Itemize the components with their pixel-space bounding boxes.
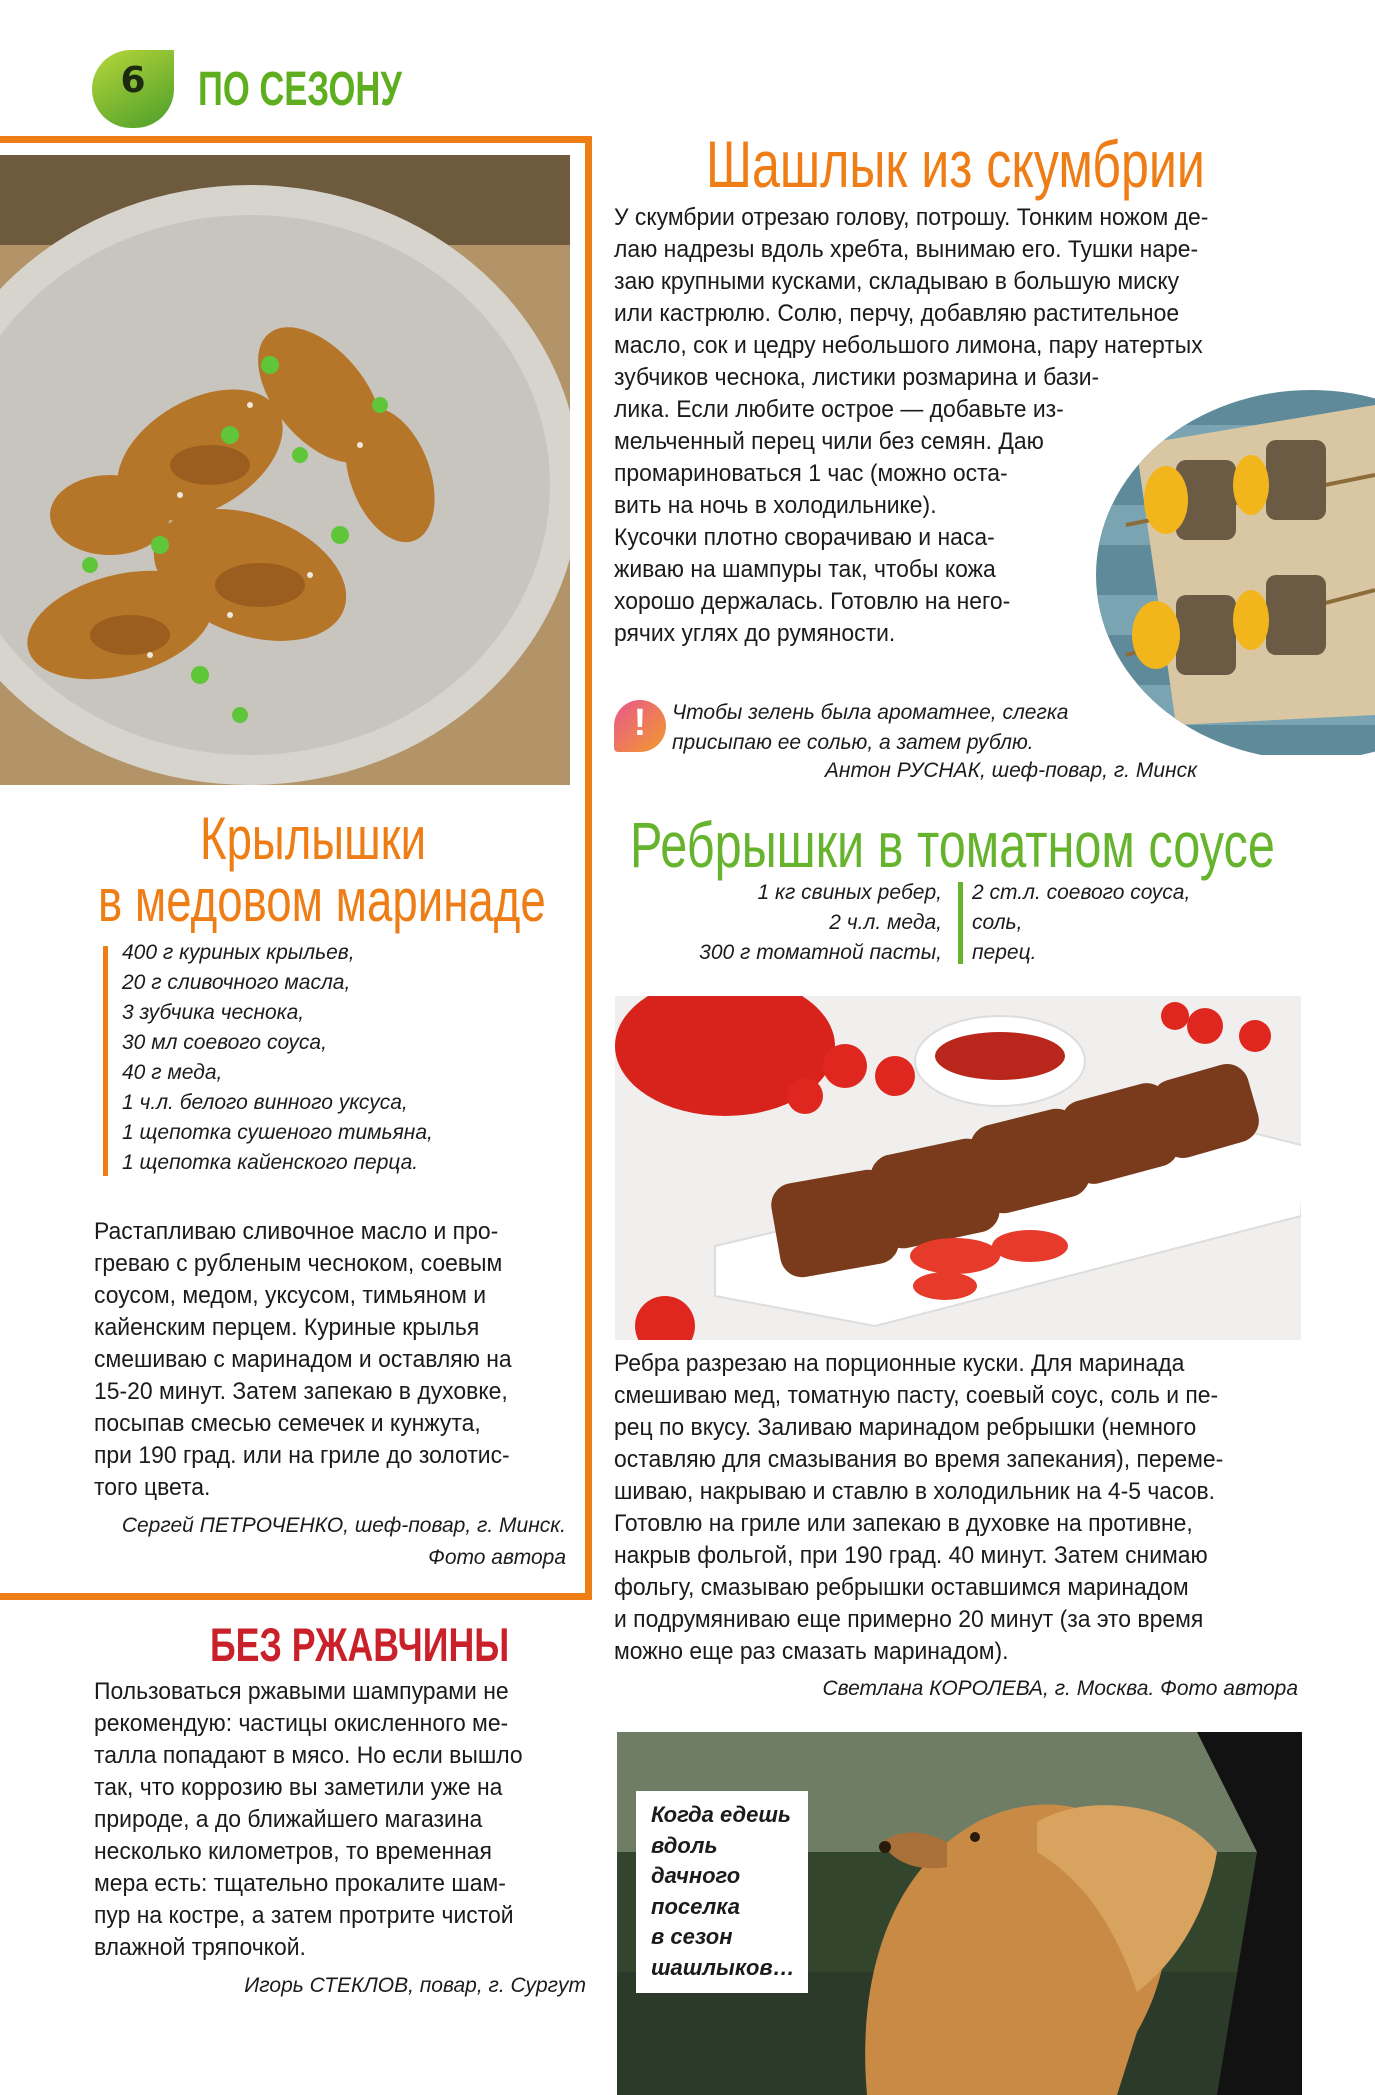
text-line: оставляю для смазывания во время запекания), переме- — [614, 1446, 1224, 1473]
text-line: промариноваться 1 час (можно оста- — [614, 460, 1008, 487]
text-line: Растапливаю сливочное масло и про- — [94, 1218, 499, 1245]
text-line: заю крупными кусками, складываю в большую миску — [614, 268, 1180, 295]
ingredients-bar — [958, 882, 963, 964]
chicken-wings-photo — [0, 155, 570, 785]
text-line: смешиваю мед, томатную пасту, соевый соус, соль и пе- — [614, 1382, 1219, 1409]
text-line: хорошо держалась. Готовлю на него- — [614, 588, 1011, 615]
text-line: того цвета. — [94, 1474, 211, 1501]
text-line: Ребра разрезаю на порционные куски. Для маринада — [614, 1350, 1185, 1377]
text-line: Готовлю на гриле или запекаю в духовке на противне, — [614, 1510, 1193, 1537]
ingredient: 3 зубчика чеснока, — [122, 1001, 305, 1024]
ribs-ingredients-left — [620, 878, 942, 968]
dog-caption — [651, 1800, 795, 1983]
ribs-ingredients-right — [972, 878, 1190, 968]
text-line: влажной тряпочкой. — [94, 1934, 306, 1961]
text-line: мера есть: тщательно прокалите шам- — [94, 1870, 506, 1897]
frame-bottom-border — [0, 1593, 592, 1600]
caption-line: шашлыков… — [651, 1954, 795, 1980]
ingredient: 30 мл соевого соуса, — [122, 1031, 327, 1054]
text-line: живаю на шампуры так, чтобы кожа — [614, 556, 996, 583]
ingredient: перец. — [972, 941, 1037, 964]
ingredient: 1 щепотка кайенского перца. — [122, 1151, 419, 1174]
text-line: мельченный перец чили без семян. Даю — [614, 428, 1044, 455]
text-line: Пользоваться ржавыми шампурами не — [94, 1678, 509, 1705]
caption-line: вдоль — [651, 1832, 718, 1858]
caption-line: дачного — [651, 1863, 741, 1888]
wings-photo-credit: Фото автора — [428, 1546, 566, 1569]
ingredient: 40 г меда, — [122, 1061, 223, 1084]
text-line: смешиваю с маринадом и оставляю на — [94, 1346, 512, 1373]
wings-recipe-title-line2: в медовом маринаде — [98, 867, 546, 934]
frame-right-border — [585, 136, 592, 1600]
rust-tip-title: БЕЗ РЖАВЧИНЫ — [210, 1618, 510, 1671]
text-line: посыпав смесью семечек и кунжута, — [94, 1410, 481, 1437]
text-line: масло, сок и цедру небольшого лимона, пару натертых — [614, 332, 1203, 359]
ribs-recipe-title: Ребрышки в томатном соусе — [630, 809, 1275, 881]
text-line: фольгу, смазываю ребрышки оставшимся маринадом — [614, 1574, 1189, 1601]
tip-line: Чтобы зелень была ароматнее, слегка — [672, 701, 1069, 724]
ingredient: соль, — [972, 911, 1023, 934]
text-line: рячих углях до румяности. — [614, 620, 896, 647]
mackerel-recipe-title: Шашлык из скумбрии — [706, 127, 1205, 201]
wings-body — [94, 1216, 531, 1504]
ribs-author: Светлана КОРОЛЕВА, г. Москва. Фото автора — [822, 1677, 1298, 1700]
ribs-photo — [615, 996, 1301, 1340]
ingredient: 2 ст.л. соевого соуса, — [972, 881, 1191, 904]
ingredient: 1 ч.л. белого винного уксуса, — [122, 1091, 408, 1114]
text-line: Кусочки плотно сворачиваю и наса- — [614, 524, 995, 551]
page-number: 6 — [120, 60, 146, 101]
text-line: и подрумяниваю еще примерно 20 минут (за это время — [614, 1606, 1204, 1633]
text-line: можно еще раз смазать маринадом). — [614, 1638, 1009, 1665]
caption-line: поселка — [651, 1893, 740, 1919]
section-title: ПО СЕЗОНУ — [198, 63, 402, 116]
text-line: лаю надрезы вдоль хребта, вынимаю его. Тушки наре- — [614, 236, 1199, 263]
text-line: пур на костре, а затем протрите чистой — [94, 1902, 514, 1929]
mackerel-skewers-photo — [1096, 385, 1375, 755]
text-line: природе, а до ближайшего магазина — [94, 1806, 483, 1833]
text-line: при 190 град. или на гриле до золотис- — [94, 1442, 510, 1469]
text-line: рец по вкусу. Заливаю маринадом ребрышки (немного — [614, 1414, 1197, 1441]
wings-author: Сергей ПЕТРОЧЕНКО, шеф-повар, г. Минск. — [121, 1514, 566, 1537]
text-line: кайенским перцем. Куриные крылья — [94, 1314, 480, 1341]
ingredient: 300 г томатной пасты, — [699, 941, 942, 964]
wings-ingredients — [122, 938, 433, 1178]
frame-top-border — [0, 136, 592, 143]
mackerel-author: Антон РУСНАК, шеф-повар, г. Минск — [824, 759, 1197, 782]
ingredients-bar — [103, 946, 108, 1176]
caption-line: Когда едешь — [651, 1802, 791, 1827]
text-line: У скумбрии отрезаю голову, потрошу. Тонким ножом де- — [614, 204, 1209, 231]
rust-body — [94, 1676, 543, 1964]
text-line: накрыв фольгой, при 190 град. 40 минут. Затем снимаю — [614, 1542, 1208, 1569]
ingredient: 400 г куриных крыльев, — [122, 941, 355, 964]
exclamation-glyph: ! — [633, 702, 647, 744]
rust-author: Игорь СТЕКЛОВ, повар, г. Сургут — [244, 1974, 586, 1997]
text-line: вить на ночь в холодильнике). — [614, 492, 937, 519]
text-line: талла попадают в мясо. Но если вышло — [94, 1742, 523, 1769]
ingredient: 20 г сливочного масла, — [122, 971, 351, 994]
ingredient: 1 щепотка сушеного тимьяна, — [122, 1121, 433, 1144]
text-line: рекомендую: частицы окисленного ме- — [94, 1710, 509, 1737]
text-line: или кастрюлю. Солю, перчу, добавляю растительное — [614, 300, 1180, 327]
text-line: несколько километров, то временная — [94, 1838, 492, 1865]
text-line: греваю с рубленым чесноком, соевым — [94, 1250, 503, 1277]
ribs-body — [614, 1348, 1252, 1668]
text-line: так, что коррозию вы заметили уже на — [94, 1774, 503, 1801]
wings-recipe-title-line1: Крылышки — [200, 805, 427, 872]
text-line: 15-20 минут. Затем запекаю в духовке, — [94, 1378, 508, 1405]
text-line: шиваю, накрываю и ставлю в холодильник на 4-5 часов. — [614, 1478, 1216, 1505]
text-line: соусом, медом, уксусом, тимьяном и — [94, 1282, 487, 1309]
ingredient: 1 кг свиных ребер, — [757, 881, 942, 904]
text-line: лика. Если любите острое — добавьте из- — [614, 396, 1064, 423]
text-line: зубчиков чеснока, листики розмарина и бази- — [614, 364, 1100, 391]
caption-line: в сезон — [651, 1924, 733, 1949]
ingredient: 2 ч.л. меда, — [829, 911, 942, 934]
tip-line: присыпаю ее солью, а затем рублю. — [672, 731, 1034, 754]
